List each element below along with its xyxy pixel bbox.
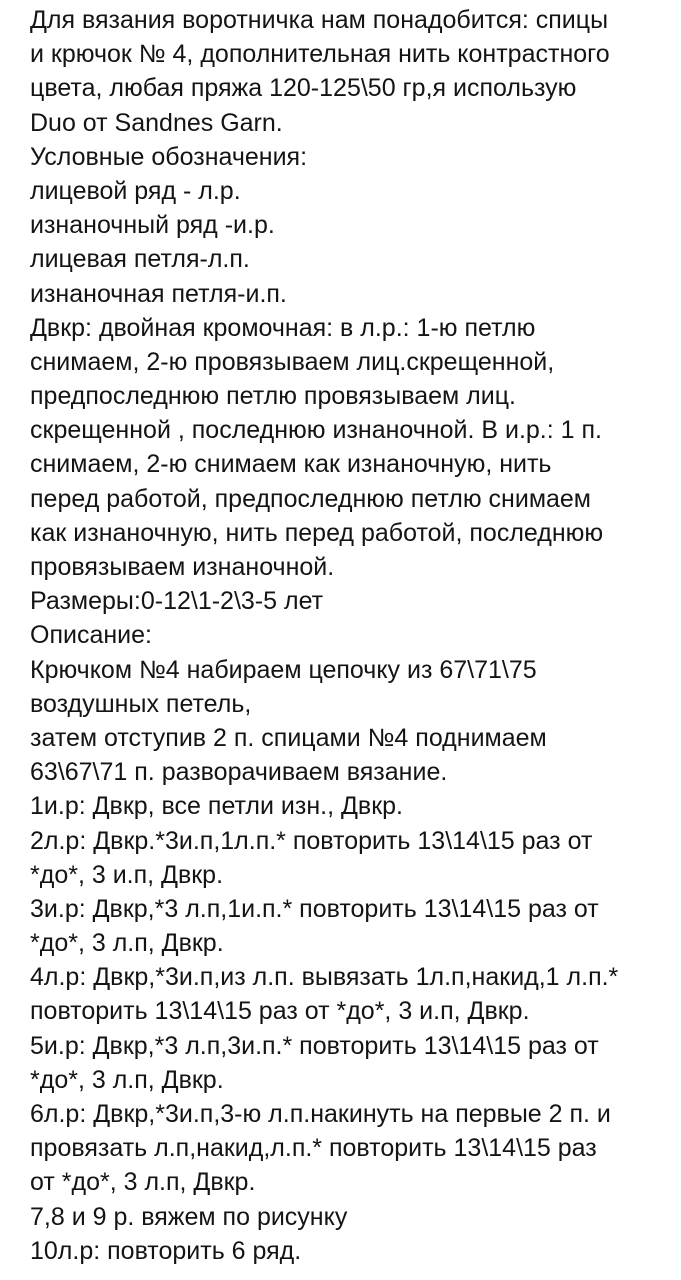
text-line: Двкр: двойная кромочная: в л.р.: 1-ю петлю xyxy=(30,313,536,342)
row-instruction: повторить 13\14\15 раз от *до*, 3 и.п, Двкр. xyxy=(30,997,530,1026)
text-line: цвета, любая пряжа 120-125\50 гр,я использую xyxy=(30,74,577,103)
text-line: как изнаночную, нить перед работой, последнюю xyxy=(30,518,604,547)
row-instruction: 3и.р: Двкр,*3 л.п,1и.п.* повторить 13\14\15 раз от xyxy=(30,894,599,923)
text-line: снимаем, 2-ю снимаем как изнаночную, нить xyxy=(30,450,552,479)
text-line: лицевой ряд - л.р. xyxy=(30,176,241,205)
text-line: скрещенной , последнюю изнаночной. В и.р.: 1 п. xyxy=(30,416,602,445)
text-line: воздушных петель, xyxy=(30,689,252,718)
row-instruction: 1и.р: Двкр, все петли изн., Двкр. xyxy=(30,792,403,821)
row-instruction: 6л.р: Двкр,*3и.п,3-ю л.п.накинуть на первые 2 п. и xyxy=(30,1100,611,1128)
text-line: Крючком №4 набираем цепочку из 67\71\75 xyxy=(30,655,537,684)
row-instruction: провязать л.п,накид,л.п.* повторить 13\14\15 раз xyxy=(30,1134,597,1163)
section-heading-legend: Условные обозначения: xyxy=(30,142,308,171)
text-line: перед работой, предпоследнюю петлю снимаем xyxy=(30,484,591,513)
row-instruction: 4л.р: Двкр,*3и.п,из л.п. вывязать 1л.п,накид,1 л.п.* xyxy=(30,963,619,992)
row-instruction: 7,8 и 9 р. вяжем по рисунку xyxy=(30,1202,348,1231)
knitting-instructions xyxy=(30,3,671,1268)
text-line: лицевая петля-л.п. xyxy=(30,245,250,274)
row-instruction: *до*, 3 л.п, Двкр. xyxy=(30,1065,224,1094)
row-instruction: от *до*, 3 л.п, Двкр. xyxy=(30,1168,256,1197)
text-line: провязываем изнаночной. xyxy=(30,553,335,581)
row-instruction: 10л.р: повторить 6 ряд. xyxy=(30,1236,302,1265)
row-instruction: *до*, 3 л.п, Двкр. xyxy=(30,929,224,958)
text-line: предпоследнюю петлю провязываем лиц. xyxy=(30,382,516,411)
sizes-line: Размеры:0-12\1-2\3-5 лет xyxy=(30,587,324,616)
text-line: изнаночный ряд -и.р. xyxy=(30,211,275,240)
text-line: изнаночная петля-и.п. xyxy=(30,279,287,308)
text-line: 63\67\71 п. разворачиваем вязание. xyxy=(30,758,448,787)
row-instruction: *до*, 3 и.п, Двкр. xyxy=(30,860,224,889)
text-line: и крючок № 4, дополнительная нить контрастного xyxy=(30,40,610,69)
text-line: затем отступив 2 п. спицами №4 поднимаем xyxy=(30,723,547,752)
row-instruction: 5и.р: Двкр,*3 л.п,3и.п.* повторить 13\14\15 раз от xyxy=(30,1031,599,1060)
text-line: Duo от Sandnes Garn. xyxy=(30,108,283,137)
section-heading-description: Описание: xyxy=(30,621,152,650)
text-line: Для вязания воротничка нам понадобится: спицы xyxy=(30,6,609,34)
row-instruction: 2л.р: Двкр.*3и.п,1л.п.* повторить 13\14\15 раз от xyxy=(30,826,593,855)
text-line: снимаем, 2-ю провязываем лиц.скрещенной, xyxy=(30,347,555,376)
